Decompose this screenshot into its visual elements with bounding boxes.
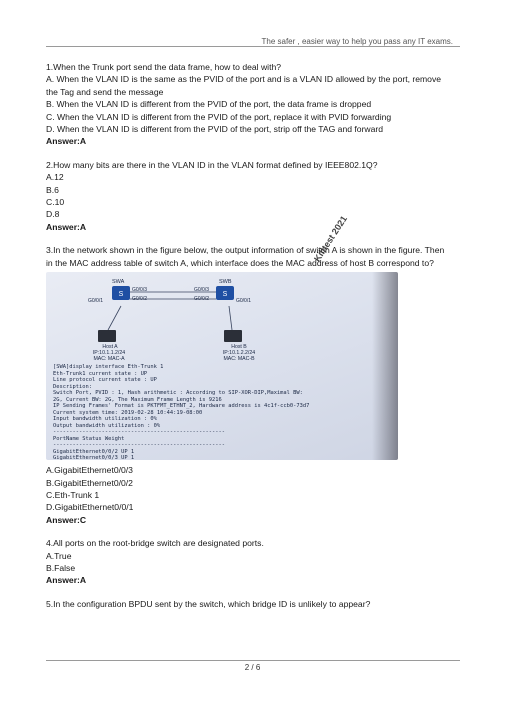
question-stem: 3.In the network shown in the figure below, the output information of switch A is shown in the figure. Then [46, 245, 445, 256]
question-stem: 5.In the configuration BPDU sent by the switch, which bridge ID is unlikely to appear? [46, 598, 371, 609]
terminal-line: Line protocol current state : UP [53, 377, 157, 384]
swa-port-mid: G0/0/2 [132, 296, 148, 303]
page-number: 2 / 6 [244, 663, 261, 672]
switch-a-label: SWA [112, 279, 125, 286]
answer-line [46, 221, 462, 233]
answer-line [46, 135, 462, 147]
answer-label: Answer: [46, 221, 80, 232]
option-c: C. When the VLAN ID is different from the PVID of the port, replace it with PVID forwarding [46, 111, 392, 122]
option-a: A.12 [46, 172, 64, 183]
host-a-details [74, 350, 144, 362]
option-a-continued: the Tag and send the message [46, 86, 164, 97]
answer-value: A [79, 575, 87, 586]
host-a-name: Host A [102, 344, 118, 351]
option-a: A. When the VLAN ID is the same as the PVID of the port and is a VLAN ID allowed by the port, remove [46, 74, 442, 85]
terminal-line: Eth-Trunk1 current state : UP [53, 370, 148, 377]
terminal-line: GigabitEthernet0/0/3 UP 1 [53, 455, 135, 461]
swb-port-mid: G0/0/2 [194, 296, 210, 303]
option-b: B. When the VLAN ID is different from the PVID of the port, the data frame is dropped [46, 99, 372, 110]
svg-text:S: S [222, 291, 228, 299]
header-divider [46, 46, 460, 47]
answer-label: Answer: [46, 136, 80, 147]
terminal-line: GigabitEthernet0/0/2 UP 1 [53, 448, 135, 455]
host-b-icon [224, 330, 242, 342]
question-1 [46, 61, 462, 148]
terminal-line: IP Sending Frames' Format is PKTFMT_ETHNT_2, Hardware address is 4c1f-ccb0-73d7 [53, 403, 310, 410]
option-d: D.GigabitEthernet0/0/1 [46, 502, 134, 513]
question-4 [46, 537, 462, 587]
link-host-b [229, 306, 232, 330]
swa-port-down: G0/0/1 [88, 298, 104, 305]
host-b-name: Host B [231, 344, 247, 351]
diagonal-watermark: Killtest 2021 [312, 213, 349, 264]
footer-divider [46, 660, 460, 661]
terminal-line: Description: [53, 383, 92, 390]
host-b-ip: IP:10.1.2.2/24 [222, 350, 256, 357]
terminal-line: PortName Status Weight [53, 435, 125, 442]
host-b-info [204, 344, 274, 362]
answer-value: C [79, 514, 87, 525]
swa-port-top: G0/0/3 [132, 287, 148, 294]
option-a: A.True [46, 550, 72, 561]
host-b-mac: MAC: MAC-B [223, 356, 255, 363]
answer-label: Answer: [46, 514, 80, 525]
option-d: D.8 [46, 209, 60, 220]
host-a-ip: IP:10.1.1.2/24 [92, 350, 126, 357]
option-b: B.False [46, 562, 76, 573]
question-stem: 2.How many bits are there in the VLAN ID in the VLAN format defined by IEEE802.1Q? [46, 159, 378, 170]
option-d: D. When the VLAN ID is different from the PVID of the port, strip off the TAG and forward [46, 124, 384, 135]
terminal-line: Output bandwidth utilization : 0% [53, 422, 161, 429]
answer-line [46, 574, 462, 586]
question-stem: 1.When the Trunk port send the data frame, how to deal with? [46, 62, 282, 72]
network-figure-photo [46, 272, 398, 460]
terminal-line: Input bandwidth utilization : 0% [53, 416, 157, 423]
terminal-line: ----------------------------------------------------- [53, 429, 226, 436]
answer-line [46, 514, 462, 526]
header-tagline: The safer , easier way to help you pass any IT exams. [261, 37, 453, 46]
svg-text:S: S [118, 291, 124, 299]
question-2 [46, 159, 462, 233]
swb-port-down: G0/0/1 [236, 298, 252, 305]
terminal-line: [SWA]display interface Eth-Trunk 1 [53, 364, 164, 371]
host-a-info [82, 327, 138, 350]
terminal-line: Current system time: 2019-02-28 10:44:19-08:00 [53, 409, 203, 416]
question-stem: 4.All ports on the root-bridge switch are designated ports. [46, 538, 264, 549]
terminal-line: Switch Port, PVID : 1, Hash arithmetic : According to SIP-XOR-DIP,Maximal BW: [53, 390, 303, 397]
answer-label: Answer: [46, 575, 80, 586]
terminal-line: ----------------------------------------------------- [53, 442, 226, 449]
swb-port-top: G0/0/3 [194, 287, 210, 294]
option-b: B.GigabitEthernet0/0/2 [46, 477, 133, 488]
option-c: C.Eth-Trunk 1 [46, 489, 100, 500]
question-3 [46, 244, 462, 526]
question-stem-continued: in the MAC address table of switch A, which interface does the MAC address of host B correspond to? [46, 257, 434, 268]
document-body [46, 61, 462, 621]
answer-value: A [79, 136, 87, 147]
host-a-mac: MAC: MAC-A [93, 356, 125, 363]
photo-shadow-edge [372, 272, 398, 460]
terminal-output [53, 364, 373, 460]
terminal-line: 2G, Current BW: 2G, The Maximum Frame Length is 9216 [53, 396, 222, 403]
option-c: C.10 [46, 197, 65, 208]
question-5 [46, 598, 462, 610]
option-b: B.6 [46, 184, 59, 195]
answer-value: A [79, 221, 87, 232]
switch-b-label: SWB [219, 279, 232, 286]
option-a: A.GigabitEthernet0/0/3 [46, 465, 133, 476]
